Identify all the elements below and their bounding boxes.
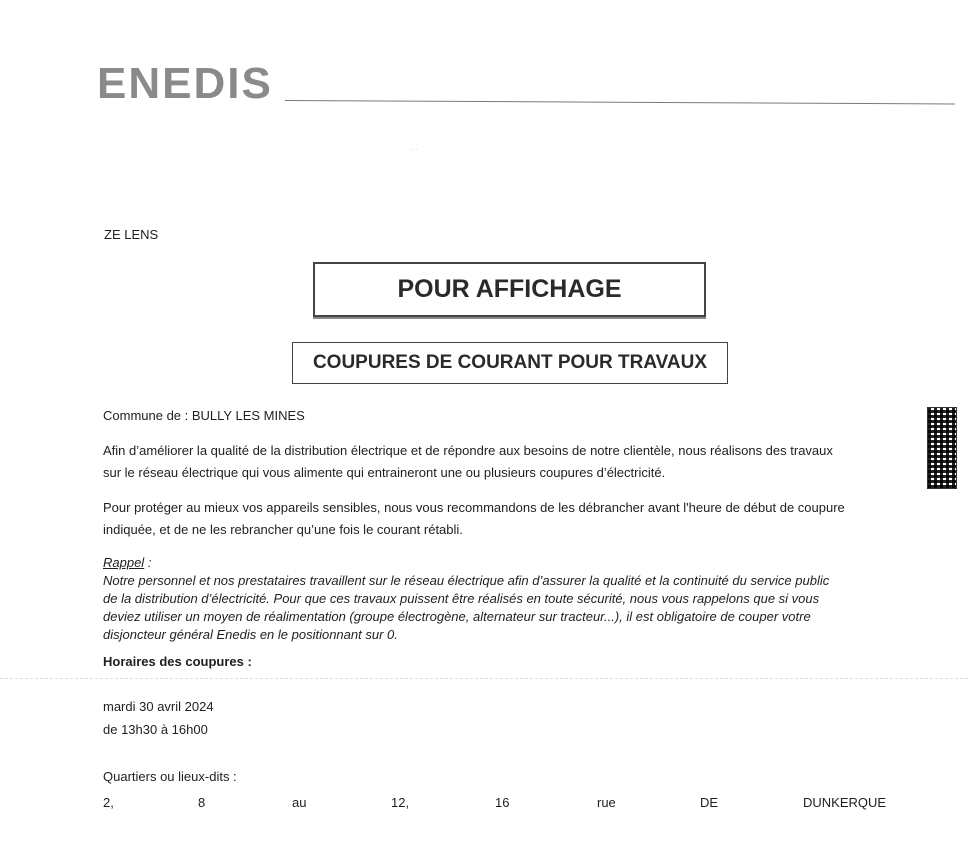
location-word: DE (700, 795, 719, 810)
rappel-line: disjoncteur général Enedis en le positionnant sur 0. (103, 627, 398, 642)
scan-line (0, 678, 968, 679)
paragraph-2-line: indiquée, et de ne les rebrancher qu’une fois le courant rétabli. (103, 522, 463, 537)
rappel-line: de la distribution d’électricité. Pour que ces travaux puissent être réalisés en toute sécurité, nous vous rappelons que si vous (103, 591, 820, 606)
title-primary: POUR AFFICHAGE (397, 275, 622, 303)
enedis-logo: ENEDIS (97, 59, 273, 108)
location-word: rue (597, 795, 616, 810)
schedule-heading: Horaires des coupures : (103, 654, 252, 669)
location-word: 16 (495, 795, 510, 810)
paragraph-2-line: Pour protéger au mieux vos appareils sensibles, nous vous recommandons de les débrancher avant l'heure de début de coupure (103, 500, 845, 515)
title-primary-box (313, 262, 706, 317)
paragraph-1-line: Afin d’améliorer la qualité de la distribution électrique et de répondre aux besoins de notre clientèle, nous réalisons des travaux (103, 443, 833, 458)
datamatrix-code (927, 407, 957, 489)
title-secondary: COUPURES DE COURANT POUR TRAVAUX (312, 352, 708, 373)
paragraph-1-line: sur le réseau électrique qui vous alimente qui entraineront une ou plusieurs coupures d’électricité. (103, 465, 666, 480)
schedule-date: mardi 30 avril 2024 (103, 699, 214, 714)
header-rule (285, 100, 955, 105)
rappel-line: deviez utiliser un moyen de réalimentation (groupe électrogène, alternateur sur tracteur...), il est obligatoire de couper votre (103, 609, 811, 624)
paragraph-2 (103, 497, 893, 541)
location-word: 2, (103, 795, 114, 810)
rappel-line: Notre personnel et nos prestataires travaillent sur le réseau électrique afin d’assurer la qualité et la continuité du service public (103, 573, 830, 588)
location-word: 12, (391, 795, 410, 810)
rappel-label: Rappel (103, 555, 145, 570)
locations-heading: Quartiers ou lieux-dits : (103, 769, 237, 784)
scan-artifact: · · (410, 145, 418, 154)
commune-line: Commune de : BULLY LES MINES (103, 408, 305, 423)
rappel-heading (103, 554, 893, 572)
agency-name: ZE LENS (104, 227, 159, 242)
location-word: au (292, 795, 307, 810)
paragraph-1 (103, 440, 893, 484)
title-secondary-box (292, 342, 728, 384)
location-word: 8 (198, 795, 206, 810)
rappel-colon: : (144, 555, 152, 570)
location-word: DUNKERQUE (803, 795, 887, 810)
schedule-time: de 13h30 à 16h00 (103, 722, 208, 737)
rappel-block (103, 554, 893, 644)
